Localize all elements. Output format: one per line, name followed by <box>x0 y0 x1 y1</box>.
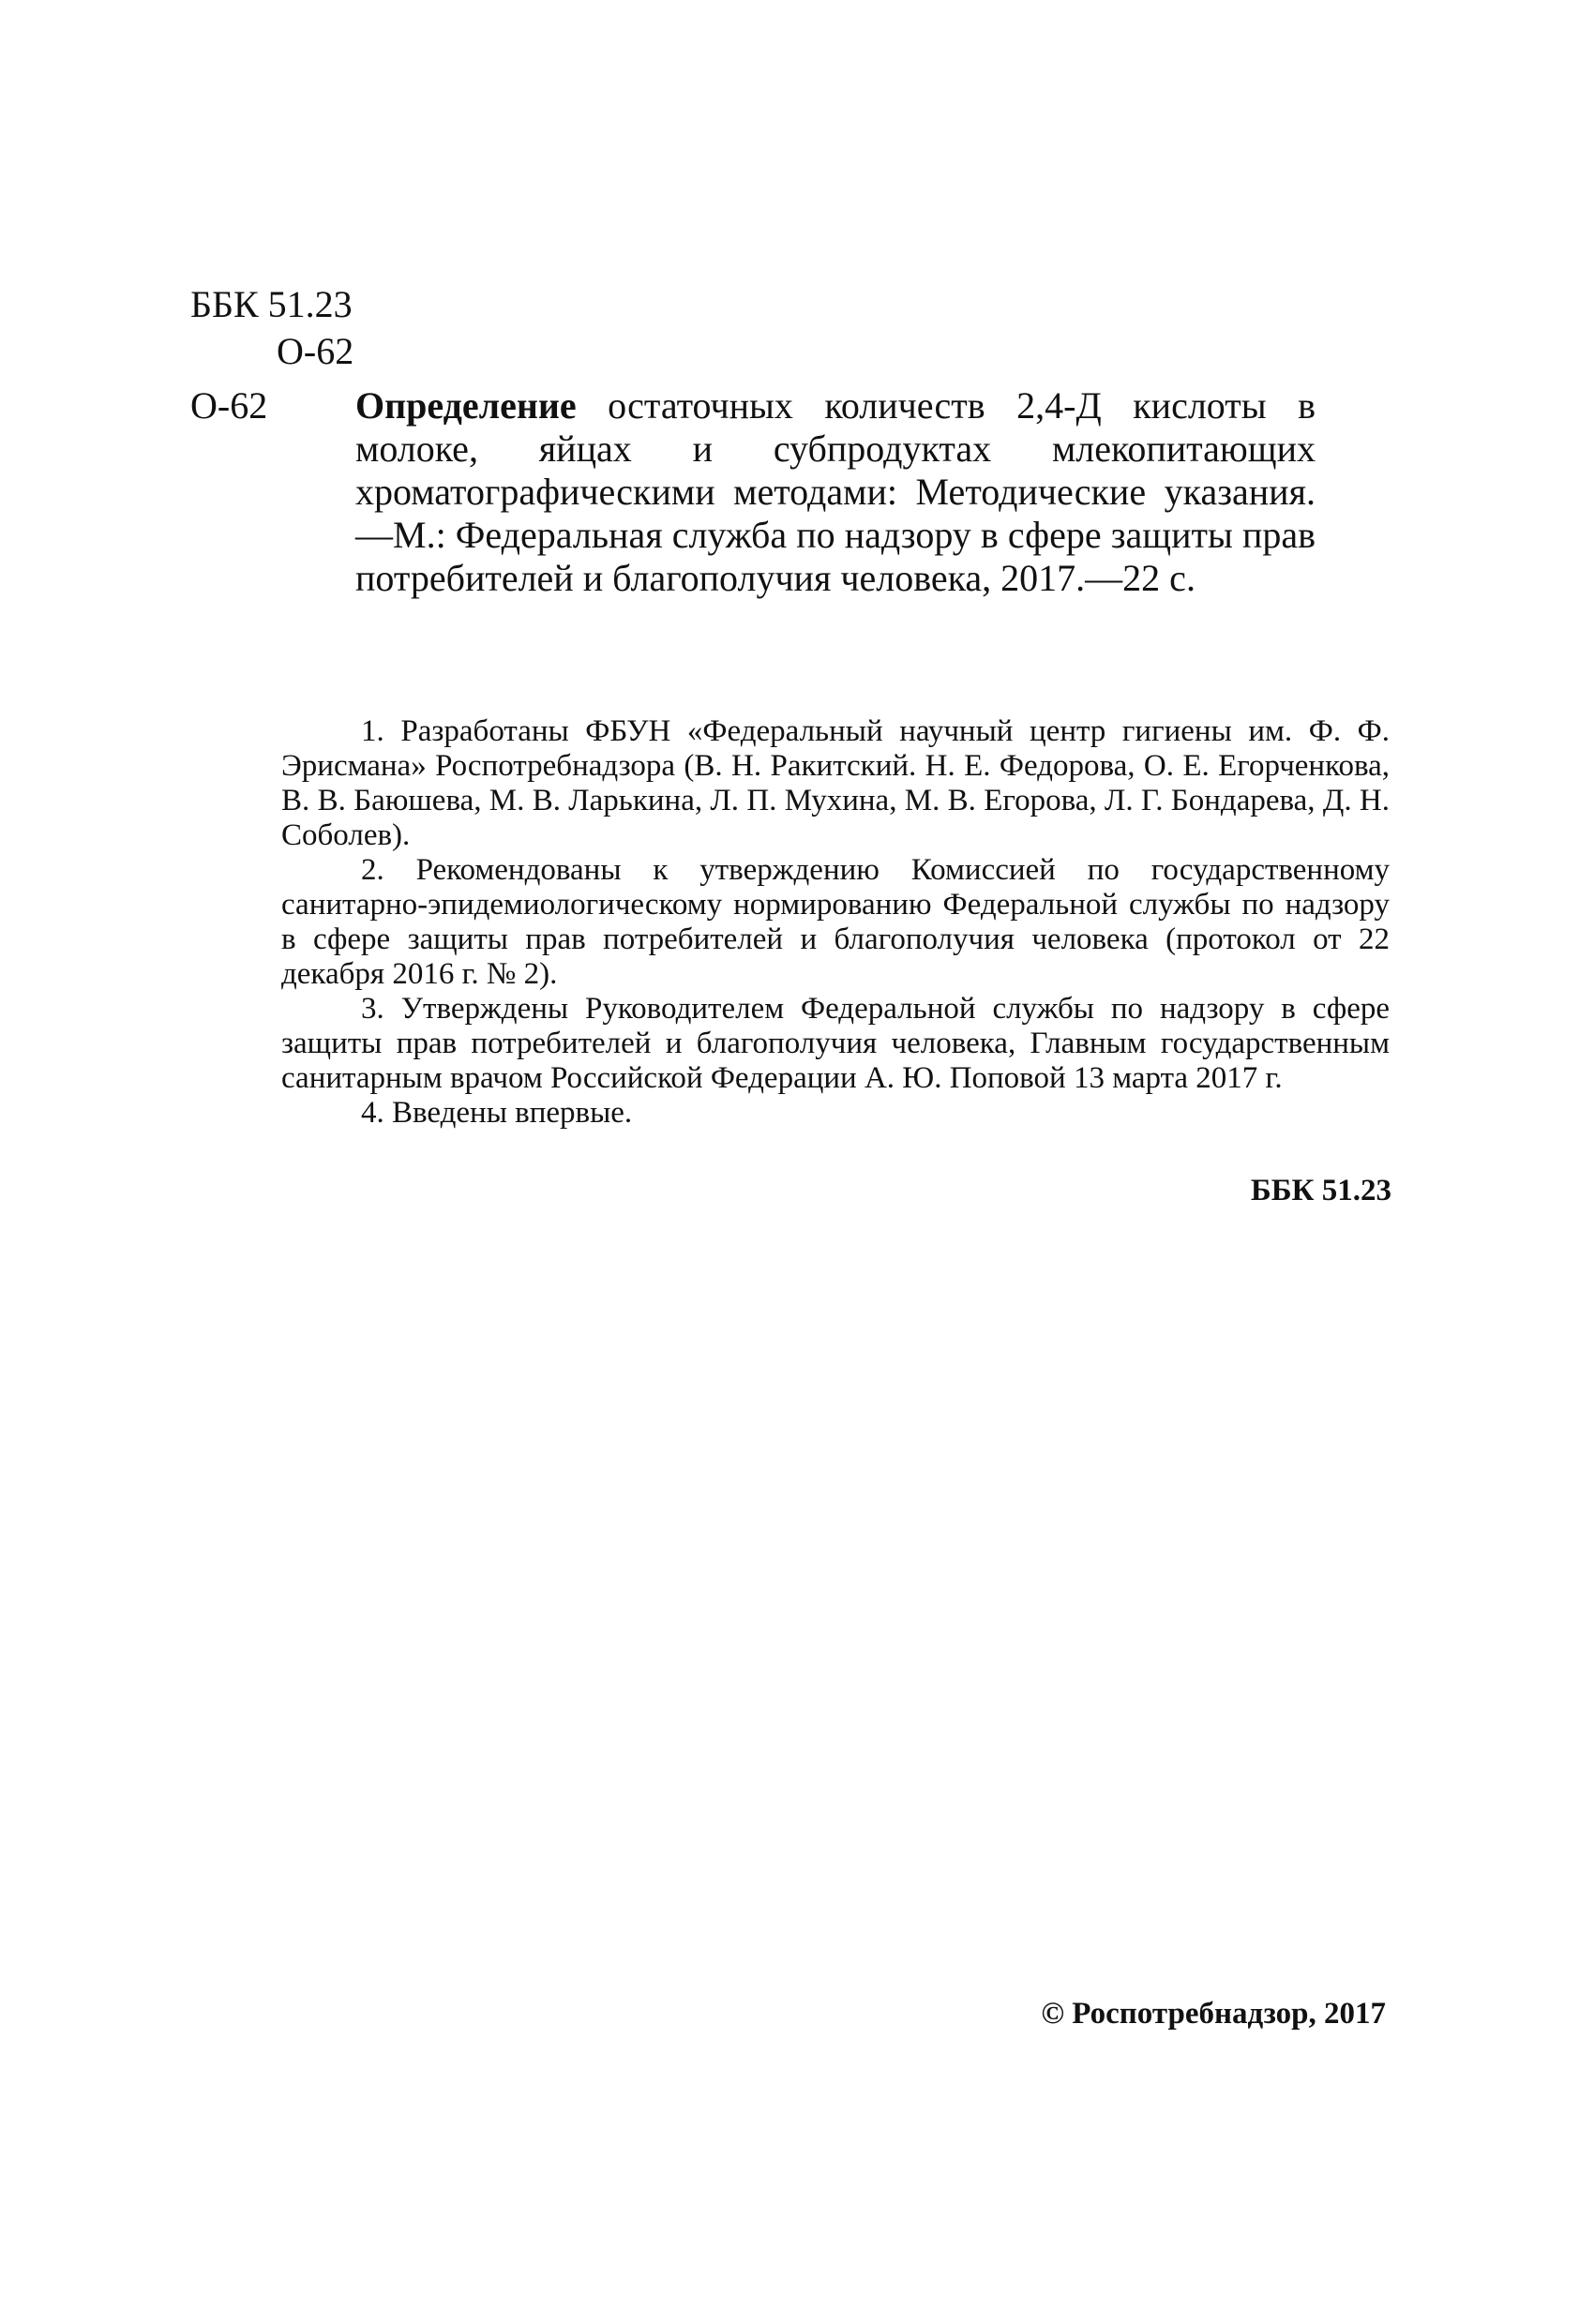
author-sign: О-62 <box>277 330 354 372</box>
bbk-code: ББК 51.23 <box>190 283 353 325</box>
entry-author-sign: О-62 <box>190 384 268 427</box>
bibliographic-entry <box>190 384 1316 600</box>
entry-description-text: остаточных количеств 2,4-Д кислоты в молоке, яйцах и субпродуктах млекопитающих хроматографическими методами: Методические указания.—М.: Федеральная служба по надзору в сфере защиты прав потребителей и благополучия человека, 2017.—22 с. <box>355 384 1316 599</box>
credits-section <box>281 714 1390 1131</box>
credit-recommended: 2. Рекомендованы к утверждению Комиссией по государственному санитарно-эпидемиологическому нормированию Федеральной службы по надзору в сфере защиты прав потребителей и благополучия человека (протокол от 22 декабря 2016 г. № 2). <box>281 853 1390 991</box>
bbk-index-block <box>190 281 353 375</box>
entry-title-bold: Определение <box>355 384 577 427</box>
credit-introduced: 4. Введены впервые. <box>361 1096 633 1130</box>
credit-approved: 3. Утверждены Руководителем Федеральной службы по надзору в сфере защиты прав потребителей и благополучия человека, Главным государственным санитарным врачом Российской Федерации А. Ю. Поповой 13 марта 2017 г. <box>281 992 1390 1095</box>
bbk-code-bottom: ББК 51.23 <box>1250 1174 1391 1207</box>
credit-developers: 1. Разработаны ФБУН «Федеральный научный центр гигиены им. Ф. Ф. Эрисмана» Роспотребнадзора (В. Н. Ракитский. Н. Е. Федорова, О. Е. Егорченкова, В. В. Баюшева, М. В. Ларькина, Л. П. Мухина, М. В. Егорова, Л. Г. Бондарева, Д. Н. Соболев). <box>281 714 1390 852</box>
entry-description <box>355 384 1316 600</box>
copyright-notice: © Роспотребнадзор, 2017 <box>1041 1997 1386 2031</box>
